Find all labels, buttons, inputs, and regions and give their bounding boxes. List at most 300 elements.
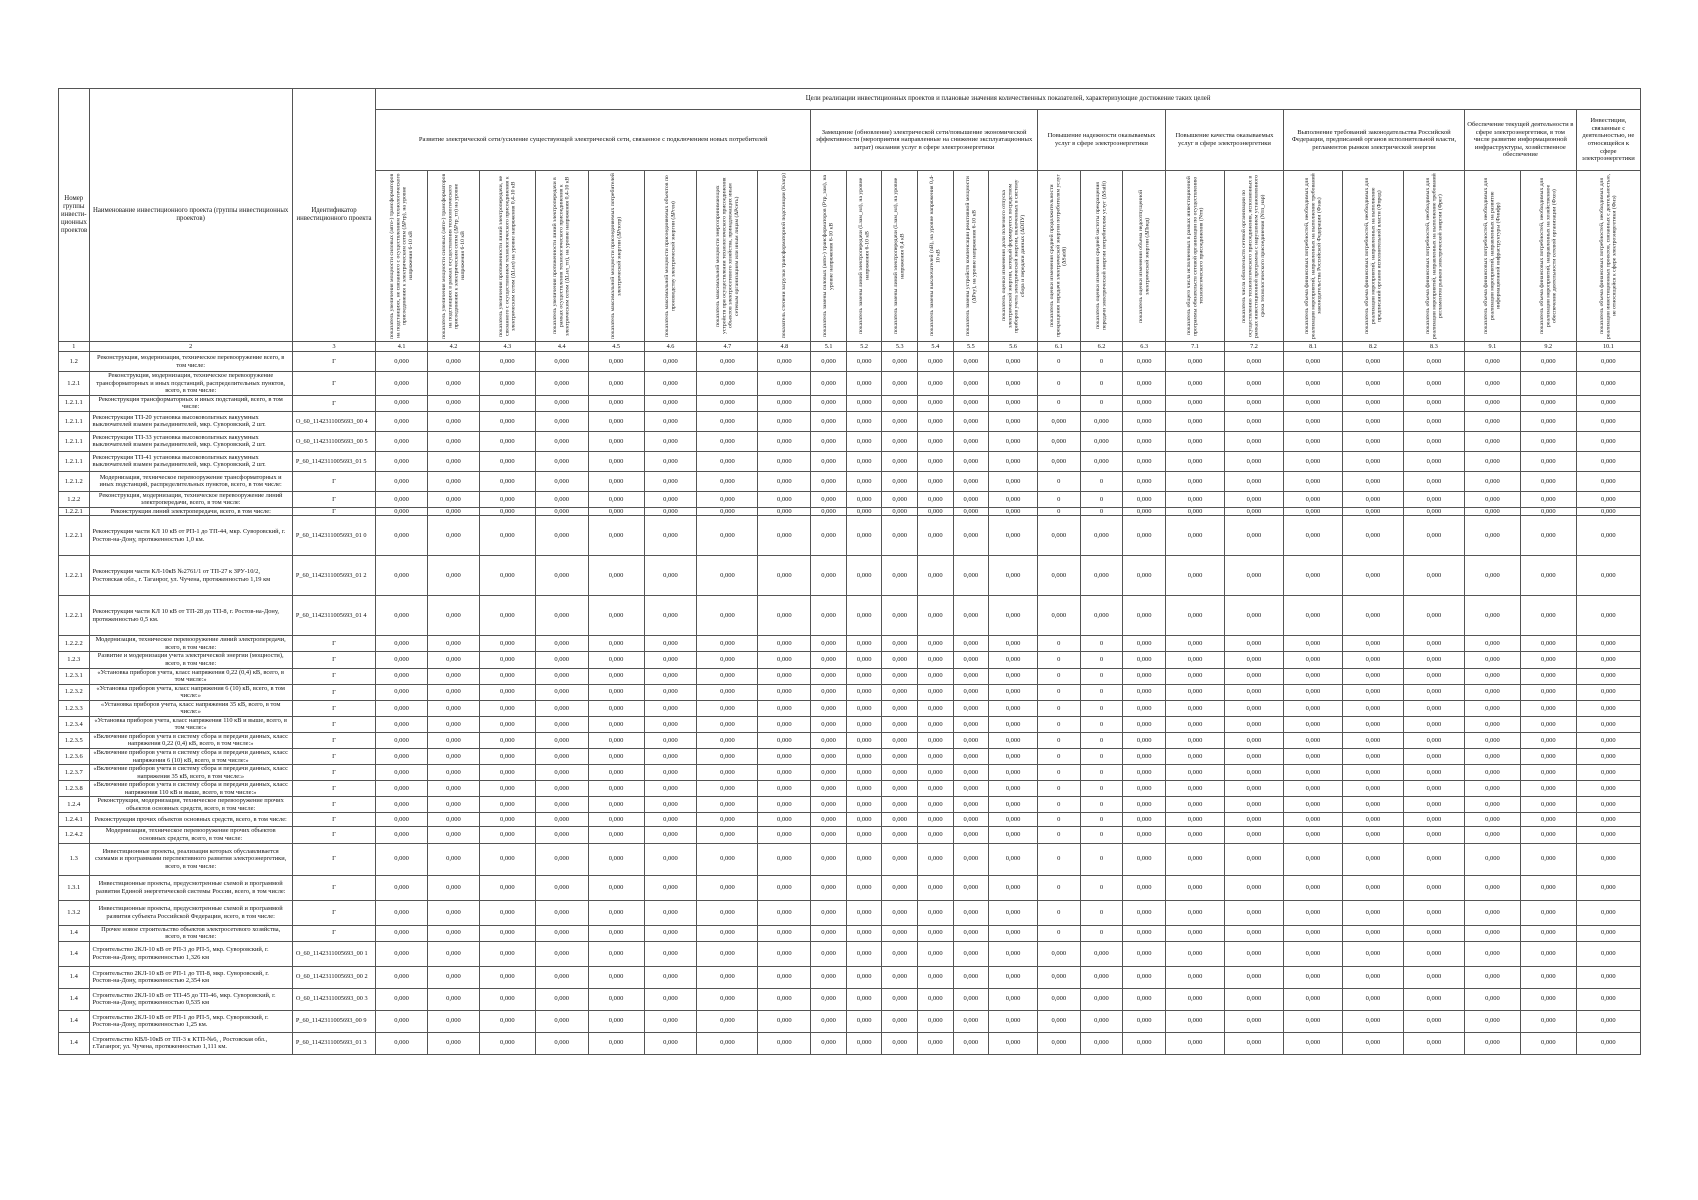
indicator-value: 0,000 [918, 491, 954, 507]
row-identifier: Г [292, 652, 375, 668]
row-code: 1.2.1.1 [59, 395, 90, 411]
indicator-value: 0,000 [1224, 556, 1283, 596]
indicator-value: 0,000 [811, 1010, 847, 1032]
indicator-value: 0,000 [1123, 556, 1166, 596]
indicator-header [1342, 171, 1403, 342]
indicator-value: 0,000 [535, 507, 588, 516]
indicator-value: 0,000 [918, 716, 954, 732]
indicator-value: 0,000 [1403, 352, 1464, 372]
indicator-value: 0,000 [697, 925, 758, 941]
table-row [59, 900, 1641, 925]
indicator-value: 0 [1037, 471, 1080, 491]
indicator-value: 0,000 [989, 843, 1038, 875]
indicator-value: 0,000 [758, 411, 811, 431]
indicator-value: 0,000 [588, 507, 644, 516]
indicator-value: 0,000 [953, 765, 989, 781]
indicator-value: 0,000 [479, 941, 535, 966]
indicator-value: 0,000 [479, 966, 535, 988]
indicator-value: 0,000 [846, 372, 882, 396]
indicator-value: 0,000 [1123, 372, 1166, 396]
indicator-value: 0,000 [376, 411, 428, 431]
indicator-value: 0,000 [811, 843, 847, 875]
indicator-value: 0,000 [428, 491, 480, 507]
indicator-value: 0 [1037, 491, 1080, 507]
indicator-value: 0,000 [1080, 1032, 1123, 1054]
indicator-value: 0,000 [1080, 451, 1123, 471]
indicator-value: 0,000 [953, 556, 989, 596]
indicator-value: 0,000 [846, 749, 882, 765]
indicator-value: 0,000 [1464, 827, 1520, 843]
indicator-value: 0,000 [1520, 411, 1576, 431]
indicator-header-text: показатель общего числа исполненных в рамках инвестиционной программы обязательств сетевой организации по осуществлению технологического присоединения (Nтп) [1185, 176, 1205, 336]
indicator-value: 0,000 [479, 813, 535, 827]
row-code: 1.2.4 [59, 797, 90, 813]
indicator-value: 0,000 [697, 431, 758, 451]
indicator-value: 0,000 [1224, 966, 1283, 988]
row-project-name: Строительство 2КЛ-10 кВ от РП-1 до ТП-8, мкр. Суворовский, г. Ростов-на-Дону, протяженностью 2,354 км [89, 966, 292, 988]
indicator-value: 0,000 [989, 988, 1038, 1010]
indicator-value: 0,000 [1283, 941, 1342, 966]
indicator-value: 0,000 [1123, 827, 1166, 843]
indicator-value: 0,000 [1123, 395, 1166, 411]
indicator-value: 0,000 [1224, 411, 1283, 431]
indicator-value: 0,000 [811, 668, 847, 684]
row-code: 1.3.2 [59, 900, 90, 925]
indicator-value: 0,000 [758, 451, 811, 471]
indicator-value: 0,000 [918, 507, 954, 516]
indicator-header [1037, 171, 1080, 342]
table-row [59, 925, 1641, 941]
row-identifier: Г [292, 843, 375, 875]
indicator-value: 0,000 [1224, 395, 1283, 411]
indicator-value: 0,000 [882, 966, 918, 988]
indicator-value: 0,000 [1520, 765, 1576, 781]
indicator-value: 0,000 [953, 636, 989, 652]
indicator-value: 0,000 [535, 966, 588, 988]
indicator-header [1080, 171, 1123, 342]
indicator-value: 0,000 [953, 925, 989, 941]
indicator-value: 0,000 [1166, 765, 1225, 781]
indicator-value: 0,000 [697, 556, 758, 596]
indicator-value: 0,000 [1403, 372, 1464, 396]
goal-group-header: Повышение надежности оказываемых услуг в сфере электроэнергетики [1037, 110, 1165, 171]
indicator-value: 0,000 [846, 636, 882, 652]
indicator-value: 0,000 [1123, 941, 1166, 966]
indicator-value: 0,000 [1123, 700, 1166, 716]
indicators-table [58, 88, 1641, 1055]
indicator-value: 0,000 [1224, 372, 1283, 396]
indicator-value: 0,000 [697, 797, 758, 813]
indicator-value: 0,000 [1283, 431, 1342, 451]
indicator-value: 0,000 [846, 900, 882, 925]
column-number: 7.2 [1224, 342, 1283, 352]
indicator-value: 0 [1080, 700, 1123, 716]
indicator-value: 0,000 [1403, 395, 1464, 411]
indicator-value: 0,000 [758, 352, 811, 372]
indicator-value: 0,000 [1166, 411, 1225, 431]
indicator-value: 0,000 [644, 352, 697, 372]
indicator-value: 0,000 [1464, 596, 1520, 636]
indicator-header [1123, 171, 1166, 342]
indicator-value: 0,000 [644, 900, 697, 925]
indicator-value: 0,000 [953, 1032, 989, 1054]
indicator-value: 0,000 [1166, 596, 1225, 636]
row-identifier: Г [292, 925, 375, 941]
indicator-value: 0,000 [1166, 372, 1225, 396]
indicator-value: 0,000 [918, 900, 954, 925]
indicator-value: 0,000 [811, 556, 847, 596]
indicator-value: 0,000 [376, 988, 428, 1010]
indicator-value: 0,000 [697, 652, 758, 668]
indicator-value: 0 [1037, 749, 1080, 765]
table-row [59, 941, 1641, 966]
table-row [59, 352, 1641, 372]
indicator-value: 0,000 [428, 900, 480, 925]
indicator-value: 0,000 [644, 843, 697, 875]
indicator-value: 0,000 [428, 1032, 480, 1054]
indicator-value: 0,000 [1123, 749, 1166, 765]
indicator-value: 0 [1037, 507, 1080, 516]
indicator-value: 0,000 [1576, 749, 1640, 765]
indicator-header [1166, 171, 1225, 342]
indicator-value: 0,000 [1166, 1032, 1225, 1054]
indicator-value: 0,000 [1224, 732, 1283, 748]
indicator-value: 0,000 [953, 431, 989, 451]
indicator-value: 0,000 [953, 652, 989, 668]
indicator-value: 0,000 [953, 516, 989, 556]
table-row [59, 411, 1641, 431]
indicator-value: 0,000 [479, 749, 535, 765]
indicator-value: 0,000 [1283, 516, 1342, 556]
indicator-value: 0,000 [376, 684, 428, 700]
indicator-value: 0,000 [989, 652, 1038, 668]
indicator-value: 0,000 [1224, 813, 1283, 827]
indicator-value: 0,000 [1576, 732, 1640, 748]
goal-group-header: Обеспечение текущей деятельности в сфере электроэнергетики, в том числе развитие информационной инфраструктуры, хозяйственное обеспечение [1464, 110, 1576, 171]
indicator-value: 0,000 [1166, 875, 1225, 900]
indicator-value: 0,000 [697, 1010, 758, 1032]
indicator-value: 0,000 [1520, 988, 1576, 1010]
indicator-value: 0,000 [953, 372, 989, 396]
column-number: 4.7 [697, 342, 758, 352]
indicator-value: 0,000 [1283, 507, 1342, 516]
indicator-value: 0,000 [1403, 749, 1464, 765]
indicator-value: 0,000 [1283, 471, 1342, 491]
row-identifier: P_60_1142311005693_01 2 [292, 556, 375, 596]
column-number: 6.3 [1123, 342, 1166, 352]
indicator-value: 0 [1080, 684, 1123, 700]
indicator-value: 0,000 [1342, 732, 1403, 748]
indicator-value: 0,000 [479, 556, 535, 596]
indicator-value: 0,000 [588, 781, 644, 797]
indicator-value: 0,000 [1342, 684, 1403, 700]
column-number: 4.4 [535, 342, 588, 352]
indicator-value: 0,000 [918, 781, 954, 797]
indicator-value: 0,000 [953, 1010, 989, 1032]
indicator-value: 0,000 [1342, 966, 1403, 988]
row-identifier: Г [292, 875, 375, 900]
row-project-name: «Установка приборов учета, класс напряжения 6 (10) кВ, всего, в том числе:» [89, 684, 292, 700]
indicator-value: 0,000 [428, 372, 480, 396]
indicator-value: 0,000 [989, 1010, 1038, 1032]
row-project-name: Модернизация, техническое перевооружение трансформаторных и иных подстанций, распределительных пунктов, всего, в том числе: [89, 471, 292, 491]
indicator-value: 0,000 [846, 813, 882, 827]
indicator-value: 0,000 [1342, 652, 1403, 668]
row-identifier: P_60_1142311005693_01 3 [292, 1032, 375, 1054]
row-identifier: Г [292, 797, 375, 813]
indicator-value: 0,000 [376, 797, 428, 813]
indicator-value: 0,000 [758, 843, 811, 875]
column-number: 7.1 [1166, 342, 1225, 352]
indicator-value: 0,000 [1576, 556, 1640, 596]
indicator-value: 0 [1080, 813, 1123, 827]
row-project-name: Модернизация, техническое перевооружение линий электропередачи, всего, в том числе: [89, 636, 292, 652]
row-identifier: Г [292, 471, 375, 491]
indicator-value: 0,000 [479, 636, 535, 652]
indicator-value: 0,000 [1224, 652, 1283, 668]
indicator-value: 0,000 [918, 925, 954, 941]
column-number: 4.2 [428, 342, 480, 352]
row-code: 1.2.2 [59, 491, 90, 507]
indicator-value: 0,000 [1224, 781, 1283, 797]
indicator-value: 0 [1037, 372, 1080, 396]
indicator-value: 0,000 [479, 716, 535, 732]
indicator-value: 0,000 [1520, 395, 1576, 411]
row-code: 1.4 [59, 941, 90, 966]
indicator-value: 0,000 [1403, 765, 1464, 781]
indicator-value: 0,000 [1037, 988, 1080, 1010]
indicator-value: 0,000 [1464, 1010, 1520, 1032]
indicator-value: 0,000 [1464, 652, 1520, 668]
indicator-value: 0,000 [1464, 636, 1520, 652]
indicator-value: 0,000 [1520, 900, 1576, 925]
indicator-value: 0,000 [918, 372, 954, 396]
indicator-value: 0,000 [1576, 636, 1640, 652]
indicator-value: 0,000 [1166, 732, 1225, 748]
row-identifier: Г [292, 372, 375, 396]
indicator-value: 0,000 [697, 636, 758, 652]
indicator-header [918, 171, 954, 342]
indicator-value: 0,000 [1224, 1032, 1283, 1054]
indicator-value: 0,000 [989, 700, 1038, 716]
indicator-value: 0,000 [918, 431, 954, 451]
indicator-value: 0,000 [1037, 451, 1080, 471]
indicator-value: 0,000 [428, 636, 480, 652]
indicator-value: 0,000 [989, 596, 1038, 636]
indicator-value: 0,000 [644, 684, 697, 700]
indicator-value: 0,000 [846, 556, 882, 596]
row-project-name: Реконструкция части КЛ 10 кВ от РП-1 до ТП-44, мкр. Суворовский, г. Ростов-на-Дону, протяженностью 1,0 км. [89, 516, 292, 556]
indicator-value: 0,000 [1123, 765, 1166, 781]
indicator-value: 0,000 [953, 966, 989, 988]
indicator-value: 0 [1080, 827, 1123, 843]
indicator-value: 0 [1080, 749, 1123, 765]
indicator-value: 0,000 [989, 797, 1038, 813]
indicator-value: 0,000 [1520, 1010, 1576, 1032]
indicator-value: 0,000 [1464, 875, 1520, 900]
indicator-value: 0,000 [1283, 813, 1342, 827]
indicator-value: 0,000 [428, 516, 480, 556]
indicator-value: 0,000 [758, 925, 811, 941]
indicator-value: 0,000 [1283, 749, 1342, 765]
indicator-value: 0,000 [376, 827, 428, 843]
indicator-value: 0,000 [588, 716, 644, 732]
row-code: 1.2.1.1 [59, 451, 90, 471]
indicator-value: 0,000 [588, 556, 644, 596]
row-project-name: Инвестиционные проекты, реализация которых обуславливается схемами и программами перспективного развития электроэнергетики, всего, в том числе: [89, 843, 292, 875]
indicator-value: 0,000 [1342, 843, 1403, 875]
indicator-value: 0,000 [1403, 988, 1464, 1010]
indicator-value: 0,000 [1224, 684, 1283, 700]
indicator-value: 0,000 [588, 491, 644, 507]
indicator-header [1576, 171, 1640, 342]
indicator-value: 0,000 [846, 941, 882, 966]
indicator-value: 0,000 [758, 700, 811, 716]
indicator-value: 0,000 [1576, 900, 1640, 925]
row-identifier: Г [292, 732, 375, 748]
indicator-value: 0,000 [428, 966, 480, 988]
indicator-value: 0,000 [535, 516, 588, 556]
indicator-value: 0,000 [1464, 431, 1520, 451]
indicator-value: 0,000 [1464, 732, 1520, 748]
indicator-value: 0,000 [588, 372, 644, 396]
indicator-value: 0,000 [1576, 516, 1640, 556]
indicator-value: 0,000 [758, 668, 811, 684]
indicator-value: 0,000 [644, 827, 697, 843]
indicator-header [428, 171, 480, 342]
investment-indicators-document [58, 88, 1641, 1055]
indicator-value: 0,000 [1576, 966, 1640, 988]
indicator-value: 0,000 [697, 765, 758, 781]
indicator-value: 0,000 [644, 781, 697, 797]
indicator-value: 0,000 [1166, 797, 1225, 813]
indicator-value: 0,000 [697, 491, 758, 507]
indicator-value: 0,000 [535, 491, 588, 507]
indicator-header-text: показатель замены выключателей (nВ), на уровне напряжения 0,4-10 кВ [929, 175, 942, 337]
indicator-value: 0,000 [811, 1032, 847, 1054]
row-identifier: Г [292, 684, 375, 700]
indicator-value: 0,000 [1123, 781, 1166, 797]
indicator-value: 0,000 [428, 596, 480, 636]
indicator-value: 0,000 [479, 843, 535, 875]
column-number: 5.2 [846, 342, 882, 352]
indicator-value: 0,000 [811, 352, 847, 372]
row-code: 1.2 [59, 352, 90, 372]
indicator-value: 0,000 [644, 813, 697, 827]
indicator-value: 0,000 [1283, 781, 1342, 797]
indicator-value: 0,000 [1520, 684, 1576, 700]
indicator-value: 0,000 [697, 516, 758, 556]
indicator-value: 0,000 [1520, 781, 1576, 797]
indicator-value: 0,000 [811, 516, 847, 556]
indicator-value: 0,000 [882, 827, 918, 843]
row-code: 1.4 [59, 966, 90, 988]
indicator-header-text: показатель замены линий электропередачи (Lзам_нл), на уровне напряжения 0,4 кВ [893, 177, 906, 335]
row-project-name: Реконструкция, модернизация, техническое перевооружение трансформаторных и иных подстанций, распределительных пунктов, всего, в том числе: [89, 372, 292, 396]
table-row [59, 875, 1641, 900]
indicator-value: 0,000 [1224, 875, 1283, 900]
indicator-value: 0,000 [989, 765, 1038, 781]
indicator-value: 0,000 [535, 451, 588, 471]
indicator-value: 0,000 [479, 732, 535, 748]
indicator-value: 0,000 [953, 352, 989, 372]
indicator-value: 0,000 [882, 732, 918, 748]
row-code: 1.2.3.7 [59, 765, 90, 781]
indicator-value: 0,000 [535, 797, 588, 813]
indicator-value: 0,000 [697, 352, 758, 372]
indicator-value: 0,000 [535, 843, 588, 875]
indicator-value: 0,000 [376, 668, 428, 684]
indicator-value: 0,000 [428, 556, 480, 596]
indicator-value: 0,000 [535, 900, 588, 925]
indicator-value: 0,000 [1224, 827, 1283, 843]
indicator-value: 0,000 [1342, 395, 1403, 411]
indicator-value: 0,000 [811, 797, 847, 813]
indicator-value: 0,000 [1166, 507, 1225, 516]
indicator-value: 0,000 [1037, 556, 1080, 596]
indicator-value: 0,000 [1283, 596, 1342, 636]
indicator-value: 0,000 [376, 843, 428, 875]
row-identifier: Г [292, 395, 375, 411]
table-row [59, 431, 1641, 451]
indicator-value: 0,000 [1342, 431, 1403, 451]
indicator-value: 0,000 [989, 668, 1038, 684]
row-code: 1.2.3.2 [59, 684, 90, 700]
indicator-value: 0,000 [1283, 556, 1342, 596]
indicator-value: 0,000 [918, 941, 954, 966]
indicator-value: 0,000 [882, 556, 918, 596]
column-number: 10.1 [1576, 342, 1640, 352]
table-row [59, 652, 1641, 668]
indicator-value: 0,000 [1037, 1010, 1080, 1032]
indicator-value: 0,000 [697, 749, 758, 765]
indicator-value: 0,000 [1224, 797, 1283, 813]
indicator-value: 0,000 [811, 827, 847, 843]
indicator-value: 0 [1037, 684, 1080, 700]
indicator-value: 0,000 [1464, 813, 1520, 827]
indicator-value: 0,000 [1342, 941, 1403, 966]
indicator-value: 0,000 [918, 395, 954, 411]
indicator-value: 0,000 [1224, 941, 1283, 966]
indicator-value: 0,000 [428, 352, 480, 372]
indicator-value: 0,000 [1166, 900, 1225, 925]
indicator-header-text: показатель замены линий электропередачи (Lзам_нл), на уровне напряжения 6-10 кВ [857, 177, 871, 335]
indicator-value: 0,000 [989, 813, 1038, 827]
indicator-value: 0,000 [1166, 781, 1225, 797]
row-project-name: «Включение приборов учета в систему сбора и передачи данных, класс напряжения 35 кВ, всего, в том числе:» [89, 765, 292, 781]
row-project-name: Прочее новое строительство объектов электросетевого хозяйства, всего, в том числе: [89, 925, 292, 941]
indicator-value: 0,000 [1520, 875, 1576, 900]
indicator-value: 0 [1037, 925, 1080, 941]
indicator-value: 0,000 [1403, 843, 1464, 875]
indicator-value: 0 [1080, 372, 1123, 396]
row-identifier: Г [292, 507, 375, 516]
indicator-value: 0,000 [882, 352, 918, 372]
indicator-header-text: показатель максимальной мощности энергопринимающих устройств при осуществлении технологического присоединения объектов электросетевого хозяйства, принадлежащих иным сетевым организациям или иным лицам (ΔPсеть) [714, 177, 740, 335]
indicator-value: 0,000 [953, 941, 989, 966]
row-project-name: Реконструкция ТП-41 установка высоковольтных вакуумных выключателей взамен разъединителей, мкр. Суворовский, 2 шт. [89, 451, 292, 471]
indicator-value: 0,000 [758, 556, 811, 596]
indicator-value: 0,000 [1123, 900, 1166, 925]
indicator-value: 0,000 [1464, 781, 1520, 797]
indicator-value: 0,000 [989, 716, 1038, 732]
indicator-value: 0,000 [1576, 451, 1640, 471]
indicator-value: 0,000 [588, 1032, 644, 1054]
indicator-value: 0,000 [758, 827, 811, 843]
row-code: 1.2.2.1 [59, 507, 90, 516]
row-identifier: Г [292, 668, 375, 684]
indicator-value: 0,000 [1576, 988, 1640, 1010]
